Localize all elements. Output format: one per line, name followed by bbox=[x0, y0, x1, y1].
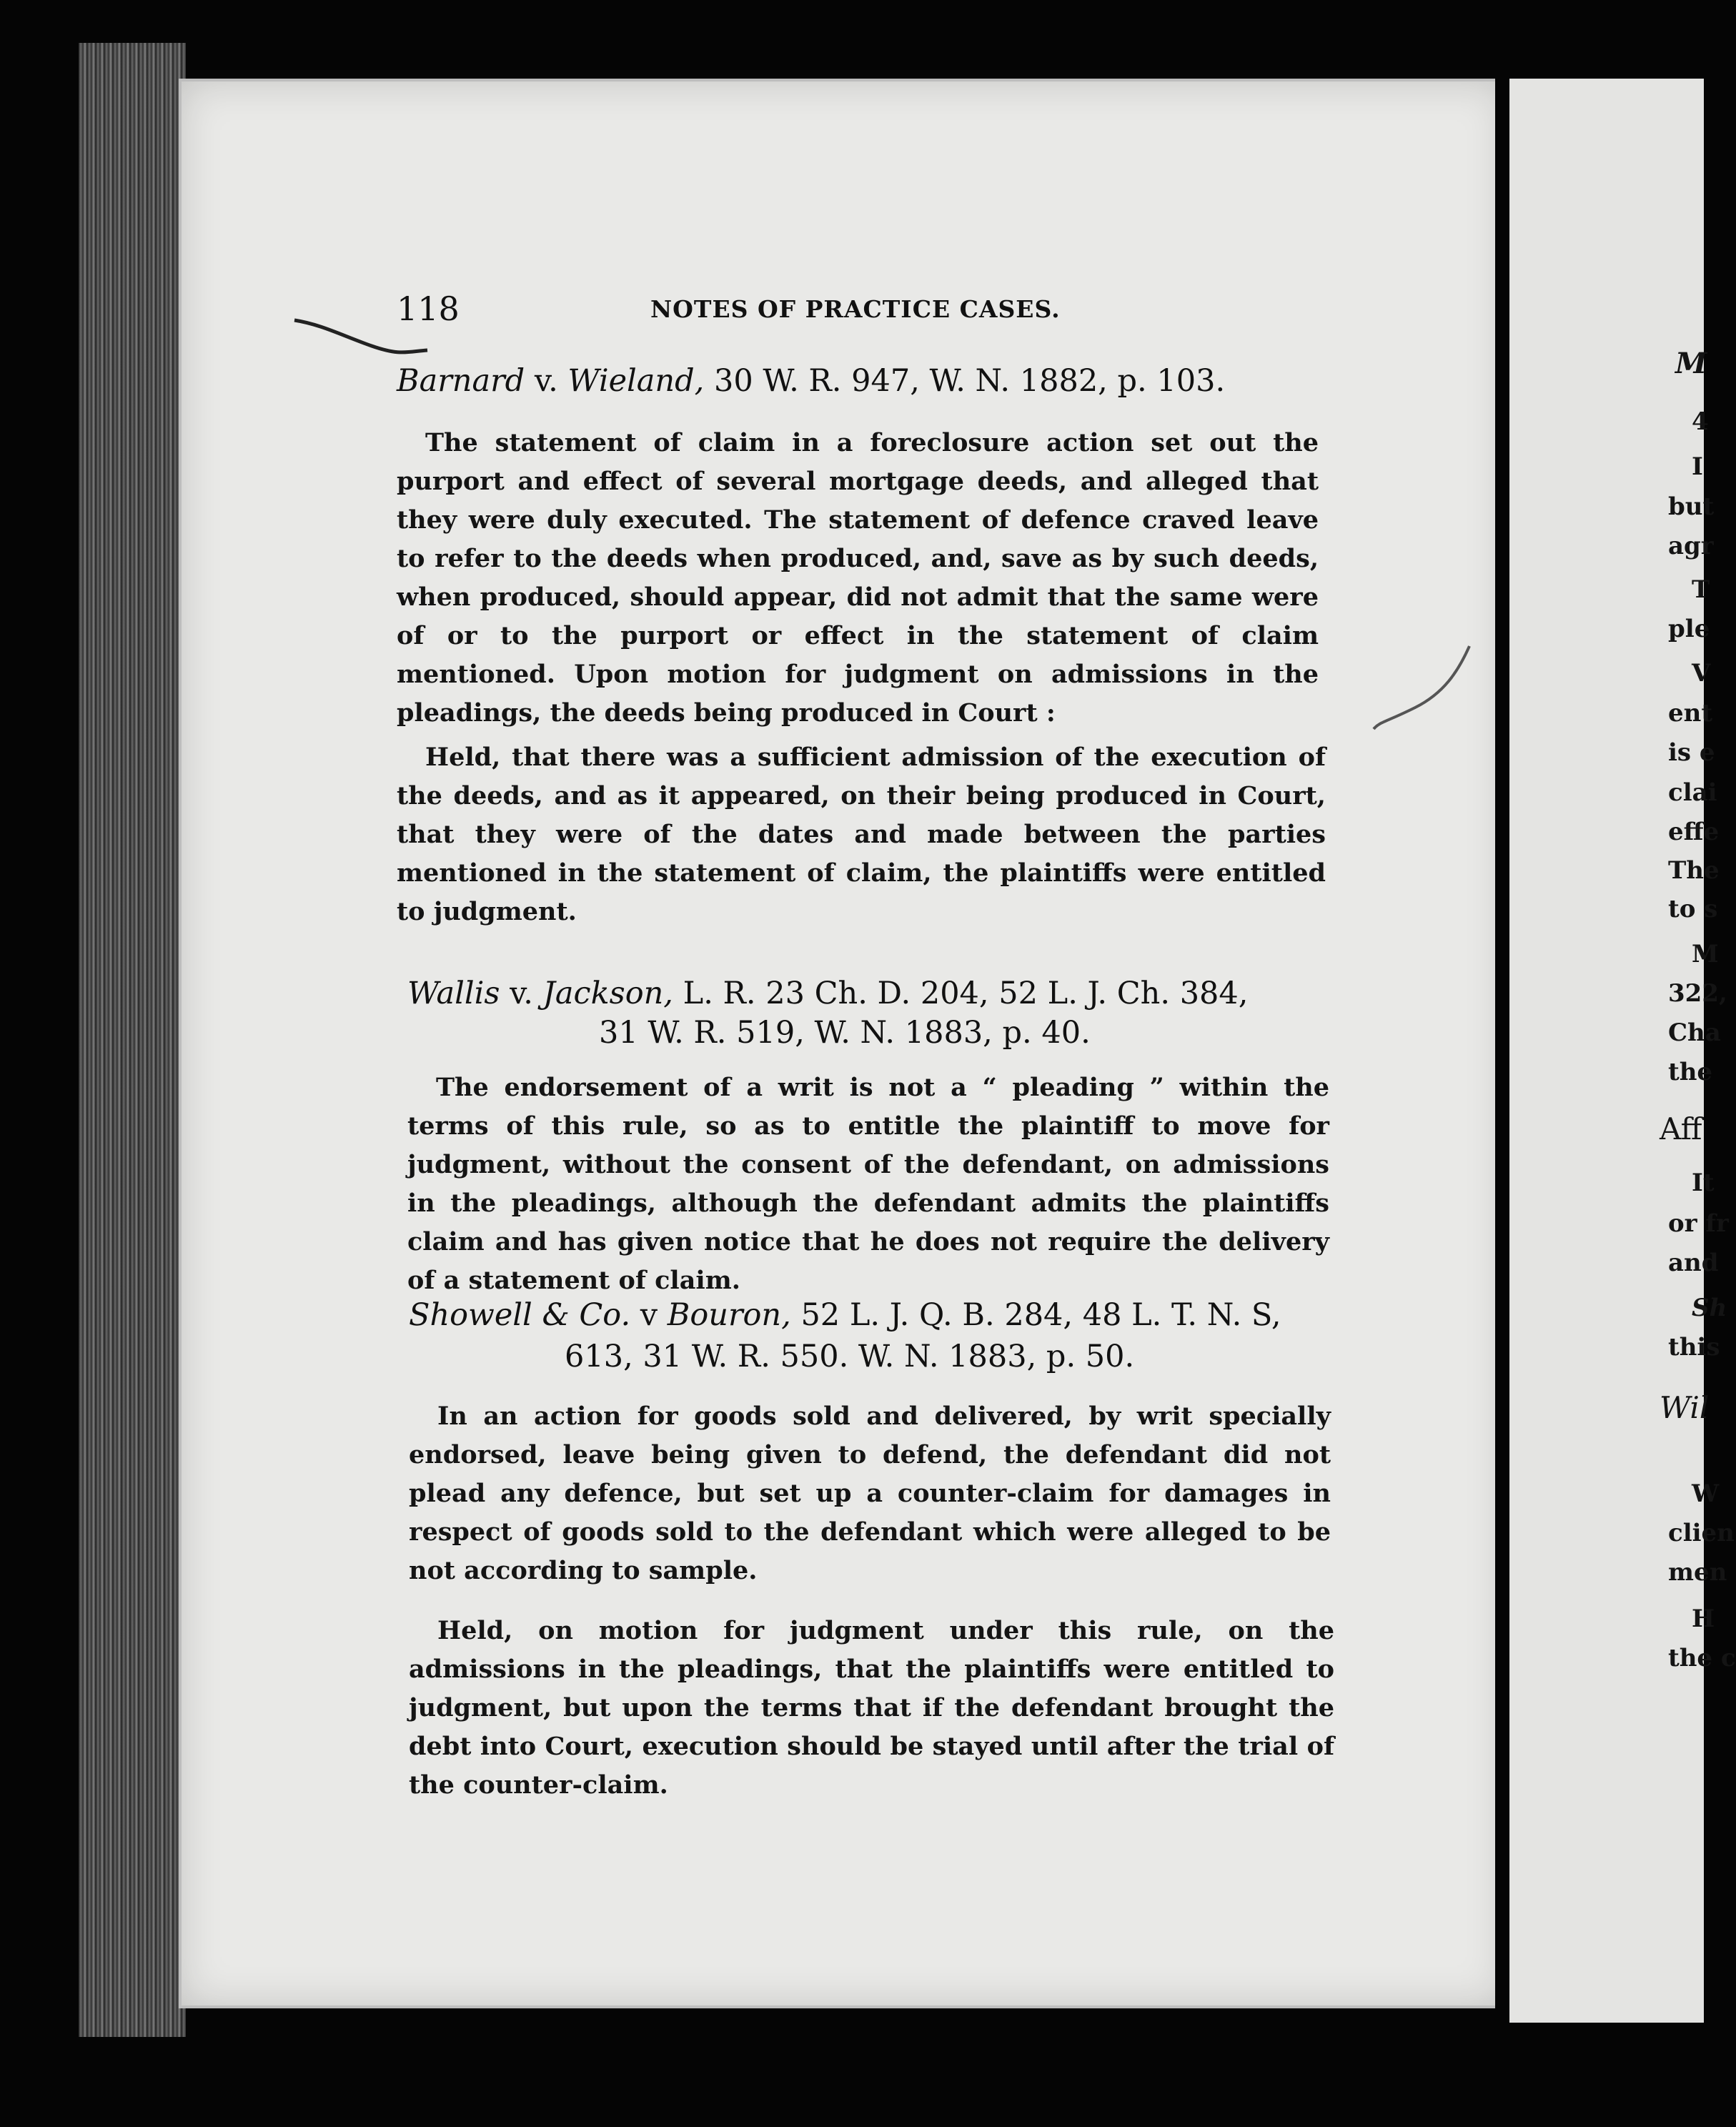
right-fragment: men bbox=[1668, 1558, 1727, 1587]
right-page bbox=[1509, 79, 1736, 2023]
citation-continued: 31 W. R. 519, W. N. 1883, p. 40. bbox=[599, 1015, 1091, 1051]
right-fragment: Aff bbox=[1660, 1111, 1702, 1146]
right-fragment: agr bbox=[1668, 532, 1714, 560]
party-name: Barnard bbox=[397, 363, 525, 399]
page-number: 118 bbox=[397, 289, 460, 328]
book-gutter bbox=[1495, 79, 1509, 2023]
right-fragment: 4 bbox=[1692, 407, 1709, 436]
case-paragraph: In an action for goods sold and delivered, by writ specially endorsed, leave being given to defend, the defendant did not plead any defence, but set up a counter-claim for damages in respect of goods sold to the defendant which were alleged to be not according to sample. bbox=[409, 1402, 1331, 1585]
running-head: NOTES OF PRACTICE CASES. bbox=[650, 295, 1061, 323]
right-fragment: ple bbox=[1668, 615, 1710, 643]
pen-mark-icon bbox=[1372, 643, 1472, 736]
right-fragment: W bbox=[1692, 1479, 1720, 1508]
party-name: Wieland, bbox=[567, 363, 705, 399]
case-paragraph: Held, that there was a sufficient admission of the execution of the deeds, and as it appeared, on their being produced in Court, that they were of the dates and made between the parties mentioned in the statement of claim, the plaintiffs were entitled to judgment. bbox=[397, 743, 1326, 926]
party-name: Bouron, bbox=[667, 1297, 791, 1333]
case-paragraph: The statement of claim in a foreclosure action set out the purport and effect of several mortgage deeds, and alleged that they were duly executed. The statement of defence craved leave to refer to the deeds when produced, and, save as by such deeds, when produced, should appear, did not admit that the same were of or to the purport or effect in the statement of claim mentioned. Upon motion for judgment on admissions in the pleadings, the deeds being produced in Court : bbox=[397, 428, 1319, 728]
right-fragment: H bbox=[1692, 1605, 1715, 1633]
right-fragment: The bbox=[1668, 856, 1720, 885]
party-name: Showell & Co. bbox=[409, 1297, 631, 1333]
citation-continued: 613, 31 W. R. 550. W. N. 1883, p. 50. bbox=[565, 1339, 1135, 1374]
case-paragraph: Held, on motion for judgment under this rule, on the admissions in the pleadings, that the plaintiffs were entitled to judgment, but upon the terms that if the defendant brought the debt into Court, execution should be stayed until after the trial of the counter-claim. bbox=[409, 1616, 1334, 1800]
right-fragment: is e bbox=[1668, 738, 1715, 767]
page-header bbox=[397, 289, 1361, 332]
right-fragment: the c bbox=[1668, 1644, 1736, 1672]
versus: v bbox=[640, 1297, 658, 1333]
right-fragment: clien bbox=[1668, 1519, 1735, 1547]
right-fragment: T bbox=[1692, 575, 1710, 604]
right-fragment: 322, bbox=[1668, 979, 1727, 1008]
right-fragment: Cha bbox=[1668, 1018, 1721, 1047]
right-fragment: M bbox=[1692, 940, 1719, 968]
right-fragment: the bbox=[1668, 1058, 1713, 1086]
right-fragment: ent bbox=[1668, 699, 1713, 728]
right-fragment: Wil bbox=[1660, 1390, 1710, 1425]
right-fragment: clai bbox=[1668, 778, 1717, 807]
versus: v. bbox=[534, 363, 558, 399]
right-fragment: I bbox=[1692, 452, 1703, 481]
citation: 52 L. J. Q. B. 284, 48 L. T. N. S, bbox=[800, 1297, 1281, 1333]
right-fragment: and bbox=[1668, 1249, 1719, 1277]
party-name: Wallis bbox=[407, 976, 500, 1011]
right-fragment: or fr bbox=[1668, 1209, 1729, 1238]
book-page-edges bbox=[79, 43, 186, 2037]
right-fragment: this bbox=[1668, 1333, 1720, 1362]
citation: 30 W. R. 947, W. N. 1882, p. 103. bbox=[714, 363, 1226, 399]
right-fragment: V bbox=[1692, 659, 1711, 688]
right-fragment: to s bbox=[1668, 895, 1718, 923]
right-fragment: Sh bbox=[1692, 1294, 1727, 1322]
right-fragment: M bbox=[1675, 347, 1707, 380]
right-fragment: effe bbox=[1668, 818, 1720, 846]
case-title bbox=[409, 1297, 1281, 1333]
right-fragment: It bbox=[1692, 1169, 1715, 1197]
citation: L. R. 23 Ch. D. 204, 52 L. J. Ch. 384, bbox=[683, 976, 1249, 1011]
case-title bbox=[397, 363, 1225, 399]
right-fragment: but bbox=[1668, 492, 1715, 521]
party-name: Jackson, bbox=[542, 976, 673, 1011]
case-paragraph: The endorsement of a writ is not a “ pleading ” within the terms of this rule, so as to entitle the plaintiff to move for judgment, without the consent of the defendant, on admissions in the pleadings, although the defendant admits the plaintiffs claim and has given notice that he does not require the delivery of a statement of claim. bbox=[407, 1073, 1329, 1295]
case-title bbox=[407, 976, 1248, 1011]
versus: v. bbox=[510, 976, 533, 1011]
